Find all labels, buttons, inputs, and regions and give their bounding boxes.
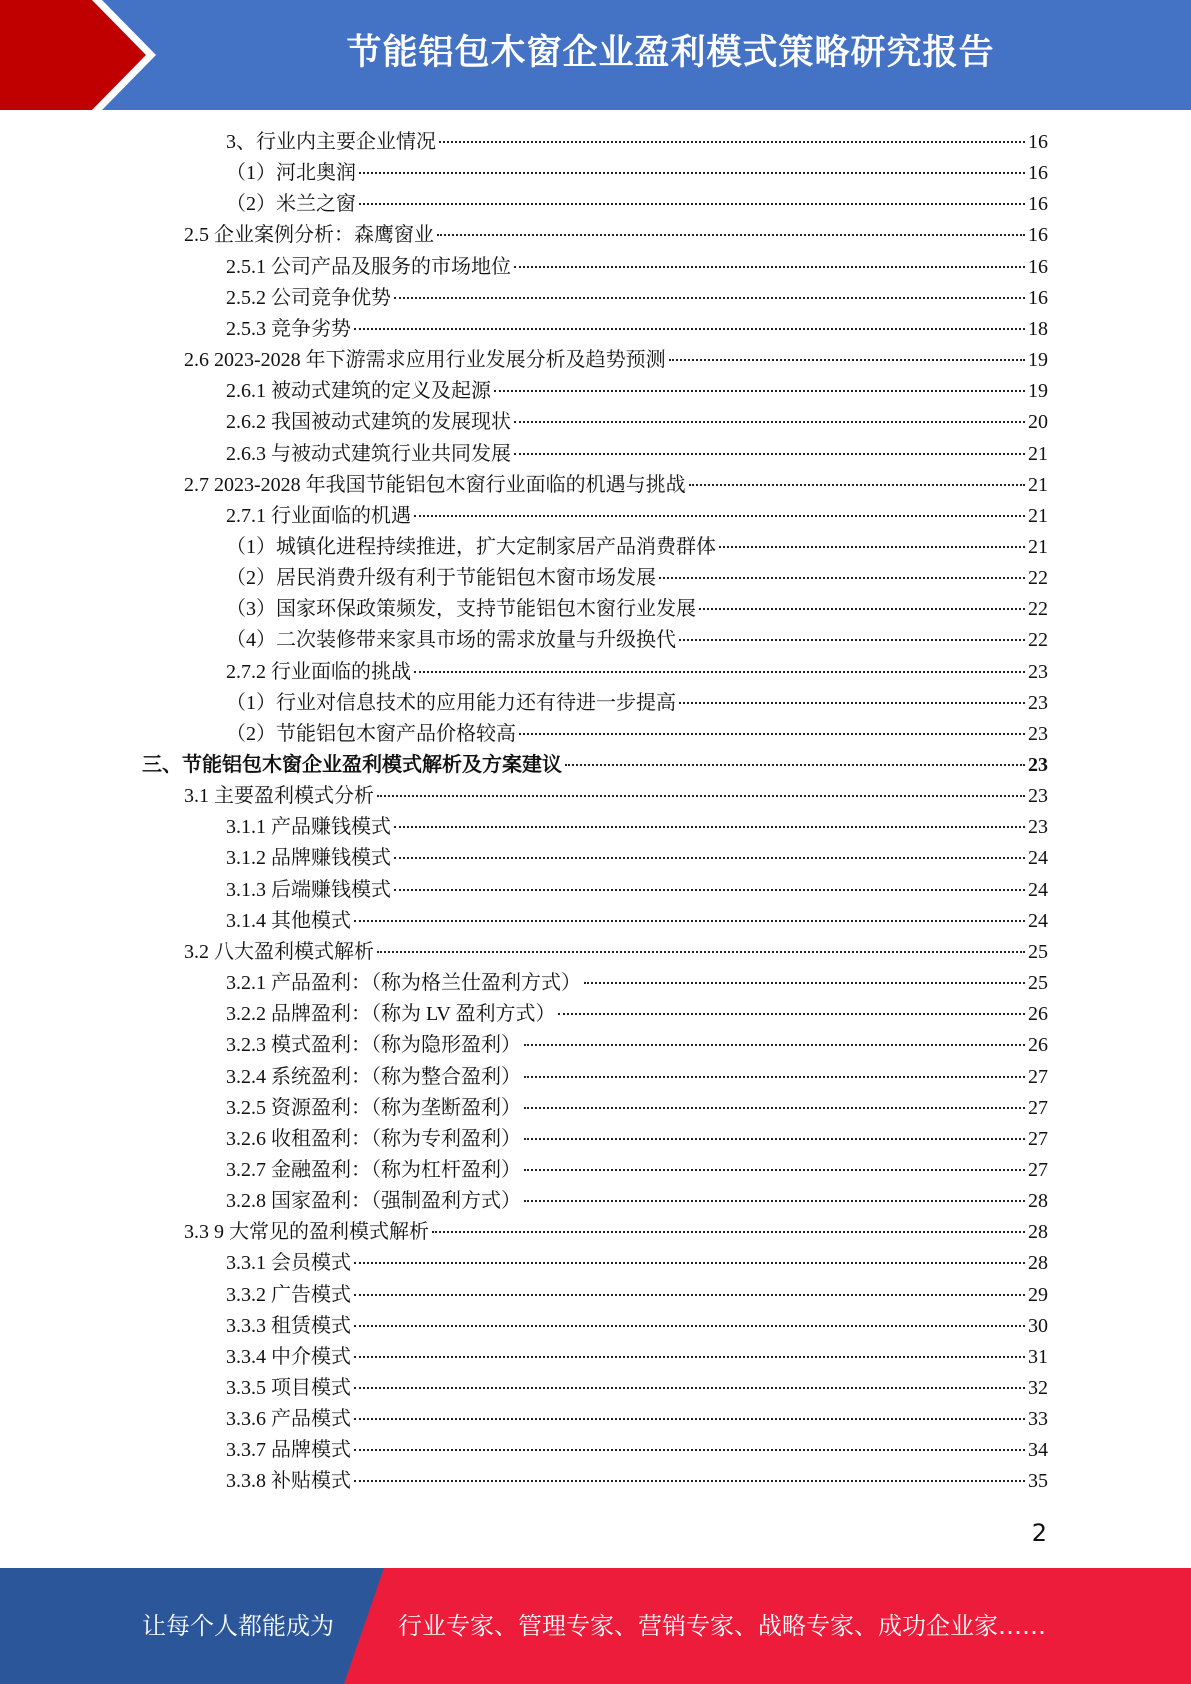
- toc-entry[interactable]: [226, 252, 1048, 283]
- toc-entry-page: 16: [1028, 224, 1048, 247]
- toc-entry-label: （4）二次装修带来家具市场的需求放量与升级换代: [226, 629, 676, 652]
- toc-entry[interactable]: [226, 376, 1048, 407]
- toc-dot-leader: [354, 1418, 1025, 1420]
- toc-entry-label: 3.2.5 资源盈利：（称为垄断盈利）: [226, 1096, 521, 1119]
- toc-entry-page: 25: [1028, 972, 1048, 995]
- toc-entry[interactable]: [142, 750, 1048, 781]
- toc-dot-leader: [669, 359, 1025, 361]
- toc-entry-page: 27: [1028, 1065, 1048, 1088]
- toc-entry[interactable]: [226, 1062, 1048, 1093]
- toc-entry-page: 16: [1028, 193, 1048, 216]
- toc-dot-leader: [524, 1169, 1025, 1171]
- toc-entry-page: 24: [1028, 847, 1048, 870]
- toc-entry-label: 2.5.2 公司竞争优势: [226, 286, 391, 309]
- toc-entry-page: 23: [1028, 660, 1048, 683]
- toc-entry[interactable]: [184, 781, 1048, 812]
- toc-dot-leader: [432, 1231, 1025, 1233]
- toc-entry-label: 2.7 2023-2028 年我国节能铝包木窗行业面临的机遇与挑战: [184, 473, 686, 496]
- toc-dot-leader: [514, 266, 1025, 268]
- toc-dot-leader: [359, 203, 1025, 205]
- toc-entry[interactable]: [226, 283, 1048, 314]
- toc-dot-leader: [377, 951, 1025, 953]
- toc-dot-leader: [354, 1325, 1025, 1327]
- toc-entry-label: 3.2.3 模式盈利：（称为隐形盈利）: [226, 1034, 521, 1057]
- toc-entry[interactable]: [226, 1435, 1048, 1466]
- toc-entry[interactable]: [226, 532, 1048, 563]
- toc-entry[interactable]: [226, 127, 1048, 158]
- toc-entry[interactable]: [226, 688, 1048, 719]
- toc-entry-label: 3.3.6 产品模式: [226, 1408, 351, 1431]
- toc-entry-page: 22: [1028, 598, 1048, 621]
- toc-entry-page: 26: [1028, 1003, 1048, 1026]
- toc-entry[interactable]: [226, 1466, 1048, 1497]
- toc-entry-label: 3.2.1 产品盈利：（称为格兰仕盈利方式）: [226, 972, 581, 995]
- toc-entry[interactable]: [226, 563, 1048, 594]
- toc-entry-label: 3.3.1 会员模式: [226, 1252, 351, 1275]
- toc-entry[interactable]: [184, 937, 1048, 968]
- toc-dot-leader: [689, 484, 1025, 486]
- toc-entry-label: （2）节能铝包木窗产品价格较高: [226, 722, 516, 745]
- toc-dot-leader: [394, 826, 1025, 828]
- toc-dot-leader: [394, 889, 1025, 891]
- toc-entry[interactable]: [226, 1155, 1048, 1186]
- toc-entry-label: 2.6.3 与被动式建筑行业共同发展: [226, 442, 511, 465]
- toc-entry-page: 29: [1028, 1283, 1048, 1306]
- toc-dot-leader: [437, 234, 1025, 236]
- toc-entry[interactable]: [226, 314, 1048, 345]
- toc-entry-label: 3.3 9 大常见的盈利模式解析: [184, 1221, 429, 1244]
- toc-entry[interactable]: [226, 968, 1048, 999]
- toc-dot-leader: [377, 795, 1025, 797]
- toc-entry-label: 3.2.7 金融盈利：（称为杠杆盈利）: [226, 1158, 521, 1181]
- toc-dot-leader: [524, 1138, 1025, 1140]
- toc-entry-label: （3）国家环保政策频发，支持节能铝包木窗行业发展: [226, 598, 696, 621]
- toc-entry-label: 3.2.4 系统盈利：（称为整合盈利）: [226, 1065, 521, 1088]
- toc-entry-label: 3.2.8 国家盈利：（强制盈利方式）: [226, 1190, 521, 1213]
- toc-entry-page: 19: [1028, 349, 1048, 372]
- toc-entry-page: 34: [1028, 1439, 1048, 1462]
- toc-dot-leader: [394, 857, 1025, 859]
- toc-entry-page: 23: [1028, 816, 1048, 839]
- toc-entry[interactable]: [226, 1186, 1048, 1217]
- toc-entry[interactable]: [226, 1124, 1048, 1155]
- toc-entry-label: 2.6 2023-2028 年下游需求应用行业发展分析及趋势预测: [184, 349, 666, 372]
- toc-dot-leader: [558, 1013, 1025, 1015]
- toc-entry-label: （1）城镇化进程持续推进，扩大定制家居产品消费群体: [226, 535, 716, 558]
- toc-entry-label: 3.3.3 租赁模式: [226, 1314, 351, 1337]
- toc-dot-leader: [524, 1044, 1025, 1046]
- toc-dot-leader: [354, 1356, 1025, 1358]
- toc-dot-leader: [679, 639, 1025, 641]
- toc-entry-page: 23: [1028, 754, 1048, 776]
- toc-entry[interactable]: [226, 1280, 1048, 1311]
- toc-entry-label: 3.2 八大盈利模式解析: [184, 940, 374, 963]
- toc-entry-page: 24: [1028, 909, 1048, 932]
- toc-dot-leader: [719, 546, 1025, 548]
- toc-entry-page: 21: [1028, 504, 1048, 527]
- toc-entry-label: 3.3.8 补贴模式: [226, 1470, 351, 1493]
- toc-entry-label: （1）河北奥润: [226, 162, 356, 185]
- toc-dot-leader: [524, 1107, 1025, 1109]
- toc-entry-page: 18: [1028, 317, 1048, 340]
- toc-entry-label: 2.7.2 行业面临的挑战: [226, 660, 411, 683]
- toc-entry-page: 31: [1028, 1345, 1048, 1368]
- toc-entry-page: 27: [1028, 1127, 1048, 1150]
- toc-entry[interactable]: [226, 189, 1048, 220]
- toc-entry-page: 23: [1028, 785, 1048, 808]
- toc-entry-page: 16: [1028, 162, 1048, 185]
- toc-entry-page: 20: [1028, 411, 1048, 434]
- toc-dot-leader: [524, 1200, 1025, 1202]
- toc-entry-label: 3.3.5 项目模式: [226, 1377, 351, 1399]
- toc-entry-page: 28: [1028, 1252, 1048, 1275]
- toc-entry-page: 22: [1028, 629, 1048, 652]
- toc-entry[interactable]: [226, 501, 1048, 532]
- toc-entry-page: 28: [1028, 1221, 1048, 1244]
- toc-entry-label: 2.5 企业案例分析：森鹰窗业: [184, 224, 434, 247]
- toc-dot-leader: [659, 577, 1025, 579]
- toc-dot-leader: [354, 1449, 1025, 1451]
- page-number: 2: [1031, 1519, 1047, 1547]
- toc-dot-leader: [439, 141, 1025, 143]
- toc-entry[interactable]: [226, 999, 1048, 1030]
- toc-entry[interactable]: [226, 812, 1048, 843]
- toc-entry[interactable]: [226, 1093, 1048, 1124]
- toc-entry-page: 27: [1028, 1096, 1048, 1119]
- toc-entry[interactable]: [184, 470, 1048, 501]
- toc-entry-label: （2）米兰之窗: [226, 193, 356, 216]
- toc-dot-leader: [354, 328, 1025, 330]
- toc-entry-label: 2.7.1 行业面临的机遇: [226, 504, 411, 527]
- report-title: 节能铝包木窗企业盈利模式策略研究报告: [346, 33, 995, 73]
- toc-dot-leader: [394, 297, 1025, 299]
- toc-entry[interactable]: [226, 906, 1048, 937]
- toc-entry-page: 23: [1028, 691, 1048, 714]
- toc-entry-label: （2）居民消费升级有利于节能铝包木窗市场发展: [226, 567, 656, 590]
- toc-dot-leader: [699, 608, 1025, 610]
- toc-entry-label: 2.5.3 竞争劣势: [226, 317, 351, 340]
- toc-entry-label: 3.1.3 后端赚钱模式: [226, 878, 391, 901]
- toc-dot-leader: [354, 1480, 1025, 1482]
- toc-entry-label: 三、节能铝包木窗企业盈利模式解析及方案建议: [142, 754, 562, 776]
- toc-entry[interactable]: [184, 345, 1048, 376]
- toc-entry-page: 35: [1028, 1470, 1048, 1493]
- toc-entry-label: 2.5.1 公司产品及服务的市场地位: [226, 255, 511, 278]
- toc-entry[interactable]: [226, 407, 1048, 438]
- toc-entry[interactable]: [226, 1404, 1048, 1435]
- toc-entry-page: 22: [1028, 567, 1048, 590]
- toc-entry[interactable]: [226, 1342, 1048, 1373]
- toc-dot-leader: [519, 733, 1025, 735]
- toc-entry-label: 3、行业内主要企业情况: [226, 131, 436, 153]
- toc-dot-leader: [494, 390, 1025, 392]
- toc-dot-leader: [514, 453, 1025, 455]
- toc-entry-page: 32: [1028, 1377, 1048, 1399]
- toc-entry-page: 23: [1028, 722, 1048, 745]
- toc-entry-label: 2.6.2 我国被动式建筑的发展现状: [226, 411, 511, 434]
- toc-dot-leader: [414, 671, 1025, 673]
- toc-entry-page: 16: [1028, 131, 1048, 153]
- toc-entry-label: （1）行业对信息技术的应用能力还有待进一步提高: [226, 691, 676, 714]
- toc-dot-leader: [565, 764, 1025, 766]
- toc-entry[interactable]: [184, 1217, 1048, 1248]
- toc-entry[interactable]: [226, 1373, 1048, 1404]
- toc-entry-label: 3.1.4 其他模式: [226, 909, 351, 932]
- toc-entry[interactable]: [226, 1248, 1048, 1279]
- toc-entry-page: 27: [1028, 1158, 1048, 1181]
- toc-entry[interactable]: [226, 625, 1048, 656]
- toc-entry-page: 21: [1028, 535, 1048, 558]
- toc-entry-page: 24: [1028, 878, 1048, 901]
- toc-entry-page: 26: [1028, 1034, 1048, 1057]
- toc-entry-label: 3.3.7 品牌模式: [226, 1439, 351, 1462]
- toc-entry-page: 16: [1028, 286, 1048, 309]
- toc-entry[interactable]: [226, 158, 1048, 189]
- toc-entry[interactable]: [226, 657, 1048, 688]
- toc-entry-label: 3.1.1 产品赚钱模式: [226, 816, 391, 839]
- toc-entry-label: 3.2.2 品牌盈利：（称为 LV 盈利方式）: [226, 1003, 556, 1026]
- toc-entry-page: 30: [1028, 1314, 1048, 1337]
- toc-dot-leader: [359, 172, 1025, 174]
- toc-dot-leader: [414, 515, 1025, 517]
- toc-entry-page: 21: [1028, 473, 1048, 496]
- toc-dot-leader: [354, 1294, 1025, 1296]
- toc-entry[interactable]: [226, 875, 1048, 906]
- toc-entry[interactable]: [226, 1030, 1048, 1061]
- toc-entry[interactable]: [184, 220, 1048, 251]
- footer-slogan-right: 行业专家、管理专家、营销专家、战略专家、成功企业家……: [398, 1612, 1046, 1640]
- toc-entry[interactable]: [226, 843, 1048, 874]
- toc-entry-page: 16: [1028, 255, 1048, 278]
- toc-entry-label: 3.3.2 广告模式: [226, 1283, 351, 1306]
- toc-entry-page: 19: [1028, 380, 1048, 403]
- footer-slogan-left: 让每个人都能成为: [142, 1612, 334, 1640]
- toc-entry-page: 21: [1028, 442, 1048, 465]
- toc-entry-label: 3.1.2 品牌赚钱模式: [226, 847, 391, 870]
- toc-entry[interactable]: [226, 439, 1048, 470]
- toc-dot-leader: [514, 421, 1025, 423]
- toc-dot-leader: [679, 702, 1025, 704]
- toc-entry[interactable]: [226, 1311, 1048, 1342]
- toc-dot-leader: [354, 1387, 1025, 1389]
- toc-entry-page: 25: [1028, 940, 1048, 963]
- toc-entry-label: 3.3.4 中介模式: [226, 1345, 351, 1368]
- toc-entry[interactable]: [226, 719, 1048, 750]
- toc-entry-page: 33: [1028, 1408, 1048, 1431]
- toc-entry-label: 3.2.6 收租盈利：（称为专利盈利）: [226, 1127, 521, 1150]
- toc-dot-leader: [584, 982, 1025, 984]
- toc-dot-leader: [354, 1262, 1025, 1264]
- toc-dot-leader: [524, 1076, 1025, 1078]
- toc-dot-leader: [354, 920, 1025, 922]
- toc-entry-page: 28: [1028, 1190, 1048, 1213]
- toc-entry-label: 3.1 主要盈利模式分析: [184, 785, 374, 808]
- toc-entry-label: 2.6.1 被动式建筑的定义及起源: [226, 380, 491, 403]
- toc-entry[interactable]: [226, 594, 1048, 625]
